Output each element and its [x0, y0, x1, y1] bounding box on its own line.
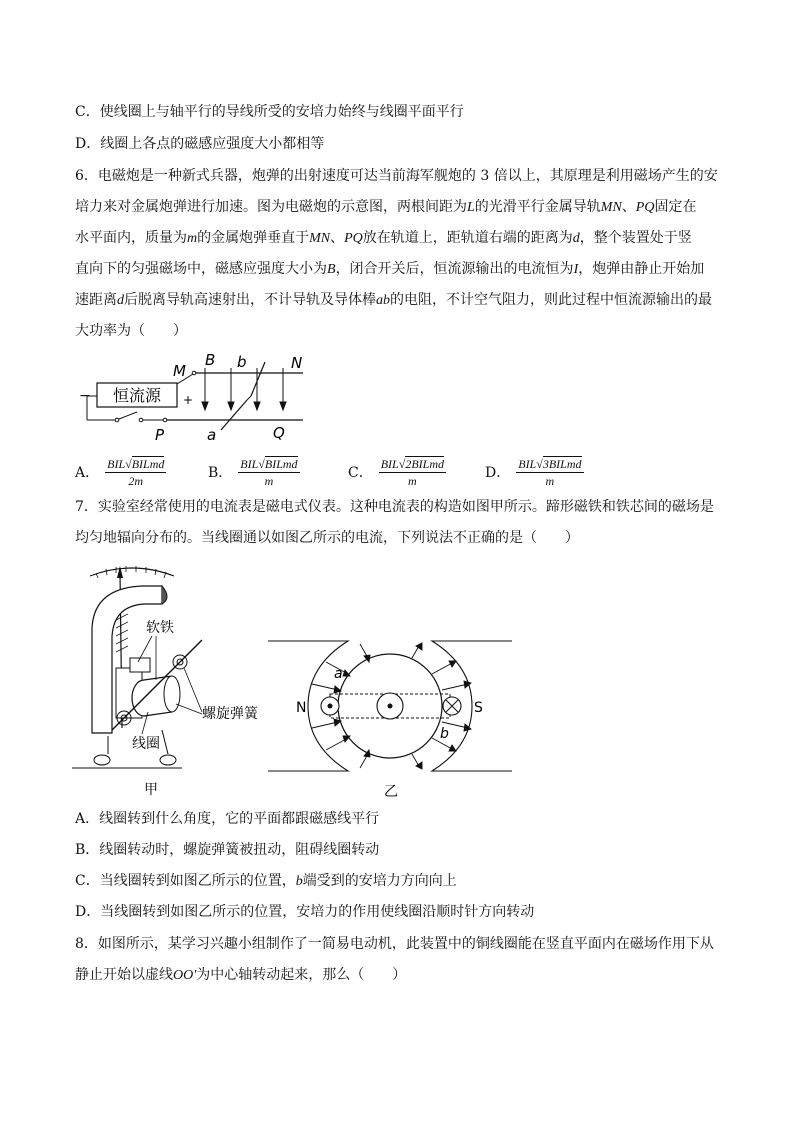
scale-arc	[90, 568, 174, 576]
label-a: a	[334, 666, 343, 682]
q7-option-a[interactable]: A．线圈转到什么角度，它的平面都跟磁感线平行	[75, 811, 380, 827]
label-q: Q	[273, 424, 285, 442]
q6-text-3: 水平面内，质量为m的金属炮弹垂直于MN、PQ放在轨道上，距轨道右端的距离为d，整个装置处于竖	[75, 230, 692, 246]
q8-text-1: 8．如图所示，某学习兴趣小组制作了一简易电动机，此装置中的铜线圈能在竖直平面内在磁场作用下从	[75, 936, 714, 952]
fraction: $\frac{\text{BIL√3BILmd}}{m}$	[518, 456, 582, 488]
q6-choices	[75, 452, 735, 492]
label-b-field: B	[205, 354, 216, 369]
figure-jia-caption: 甲	[144, 782, 158, 798]
label-s-pole: S	[474, 700, 483, 716]
label-m: M	[173, 362, 186, 380]
switch	[119, 412, 137, 419]
q6-choice-c[interactable]: C． $\frac{\text{BIL√2BILmd}}{m}$	[348, 456, 444, 488]
q6-choice-d[interactable]: D． $\frac{\text{BIL√3BILmd}}{m}$	[485, 456, 582, 488]
fraction: $\frac{\text{BIL√BILmd}}{m}$	[240, 456, 298, 488]
q7-option-d[interactable]: D．当线圈转到如图乙所示的位置，安培力的作用使线圈沿顺时针方向转动	[75, 904, 535, 920]
label-n-pole: N	[296, 700, 307, 716]
q6-choice-b[interactable]: B． $\frac{\text{BIL√BILmd}}{m}$	[208, 456, 298, 488]
q6-text-5: 速距离d后脱离导轨高速射出，不计导轨及导体棒ab的电阻，不计空气阻力，则此过程中恒流源输出的最	[75, 292, 712, 308]
q5-option-c: C．使线圈上与轴平行的导线所受的安培力始终与线圈平面平行	[75, 104, 464, 120]
q6-text-2: 培力来对金属炮弹进行加速。图为电磁炮的示意图，两根间距为L的光滑平行金属导轨MN、PQ固定在	[75, 199, 697, 215]
q8-text-2: 静止开始以虚线OO′为中心轴转动起来，那么（ ）	[75, 967, 407, 983]
label-a-end: a	[207, 426, 217, 442]
q7-option-b[interactable]: B．线圈转动时，螺旋弹簧被扭动，阻碍线圈转动	[75, 842, 380, 858]
q6-text-4: 直向下的匀强磁场中，磁感应强度大小为B，闭合开关后，恒流源输出的电流恒为I，炮弹由静止开始加	[75, 261, 705, 277]
label-p: P	[155, 426, 165, 442]
figure-yi-caption: 乙	[384, 784, 398, 800]
fraction: $\frac{\text{BIL√2BILmd}}{m}$	[380, 456, 444, 488]
label-b-end: b	[237, 354, 247, 371]
q6-text-1: 6．电磁炮是一种新式兵器，炮弹的出射速度可达当前海军舰炮的 3 倍以上，其原理是利用磁场产生的安	[75, 168, 718, 184]
railgun-diagram	[75, 354, 315, 442]
q7-option-c[interactable]: C．当线圈转到如图乙所示的位置，b端受到的安培力方向向上	[75, 873, 457, 889]
label-spring: 螺旋弹簧	[202, 706, 258, 722]
terminal-left	[94, 755, 110, 765]
q6-choice-a[interactable]: A． $\frac{\text{BIL√BILmd}}{2m}$	[75, 456, 165, 488]
power-source-label: 恒流源	[112, 386, 162, 405]
q7-text-1: 7．实验室经常使用的电流表是磁电式仪表。这种电流表的构造如图甲所示。蹄形磁铁和铁芯间的磁场是	[75, 499, 714, 515]
fraction: $\frac{\text{BIL√BILmd}}{2m}$	[107, 456, 165, 488]
q7-text-2: 均匀地辐向分布的。当线圈通以如图乙所示的电流，下列说法不正确的是（ ）	[75, 530, 579, 546]
radial-field-figure-yi	[268, 636, 520, 800]
terminal-right	[160, 755, 176, 765]
label-n: N	[291, 354, 303, 372]
label-b: b	[440, 726, 449, 742]
label-soft-iron: 软铁	[146, 620, 174, 636]
label-coil: 线圈	[132, 736, 160, 752]
projectile-rod	[221, 400, 247, 430]
minus-sign: −	[79, 388, 91, 404]
q5-option-d: D．线圈上各点的磁感应强度大小都相等	[75, 136, 325, 152]
q6-text-6: 大功率为（ ）	[75, 323, 187, 339]
plus-sign: +	[183, 393, 194, 407]
galvanometer-figure-jia	[72, 558, 282, 798]
